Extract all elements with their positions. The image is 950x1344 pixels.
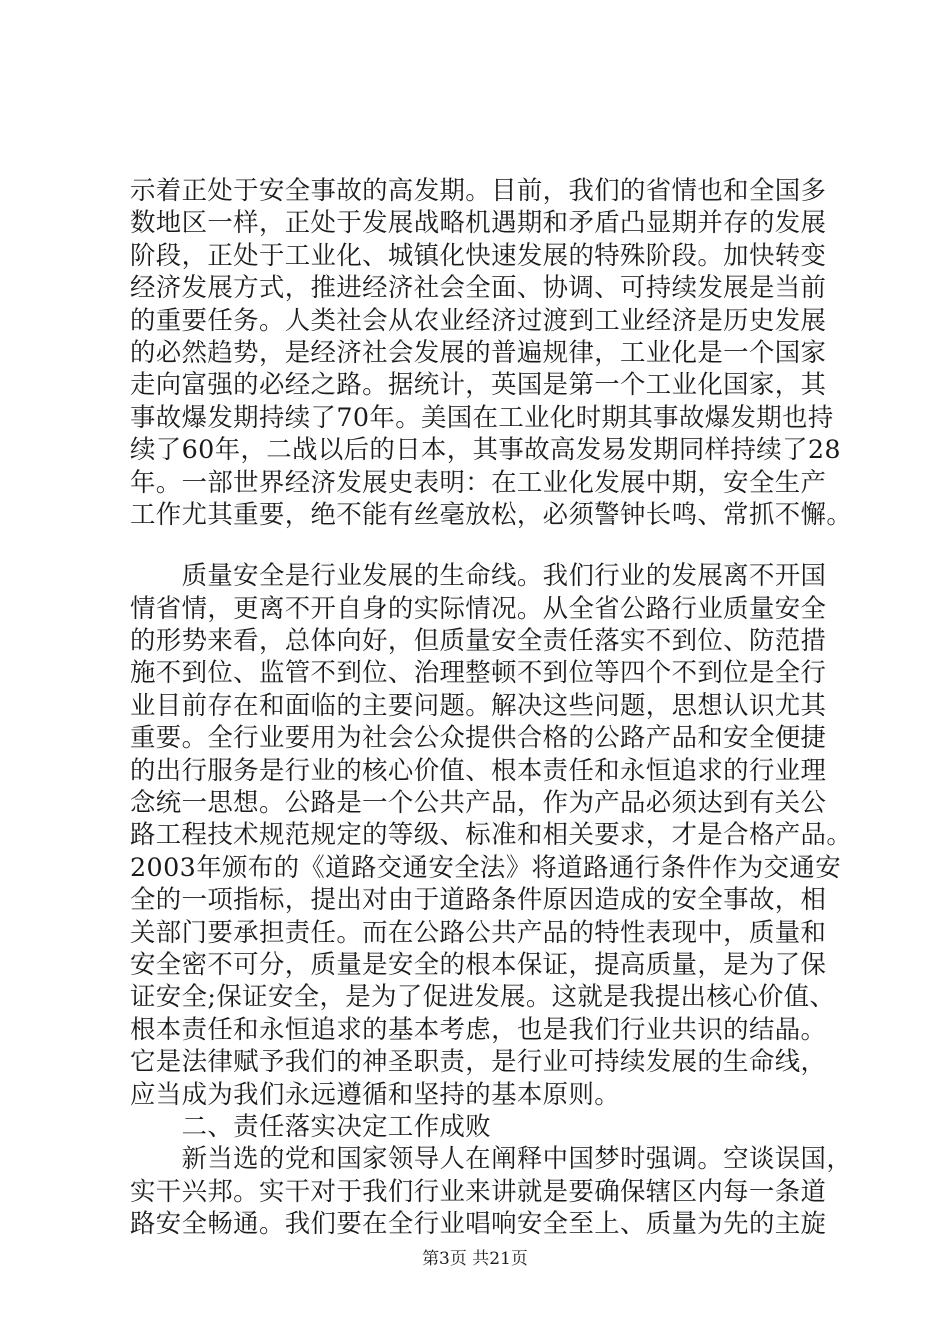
text-line: 证安全;保证安全，是为了促进发展。这就是我提出核心价值、 [130, 981, 836, 1012]
text-line: 质量安全是行业发展的生命线。我们行业的发展离不开国 [130, 560, 827, 591]
text-line: 年。一部世界经济发展史表明：在工业化发展中期，安全生产 [130, 466, 827, 497]
page-footer [0, 1244, 950, 1269]
text-line: 走向富强的必经之路。据统计，英国是第一个工业化国家，其 [130, 369, 827, 400]
page-number: 第3页 共21页 [422, 1249, 528, 1269]
text-line: 的重要任务。人类社会从农业经济过渡到工业经济是历史发展 [130, 304, 827, 335]
text-line: 工作尤其重要，绝不能有丝毫放松，必须警钟长鸣、常抓不懈。 [130, 498, 853, 529]
paragraph-spacer [130, 530, 830, 559]
text-line: 全的一项指标，提出对由于道路条件原因造成的安全事故，相 [130, 884, 827, 915]
text-line: 经济发展方式，推进经济社会全面、协调、可持续发展是当前 [130, 272, 827, 303]
heading-line: 二、责任落实决定工作成败 [130, 1110, 492, 1141]
text-line: 情省情，更离不开自身的实际情况。从全省公路行业质量安全 [130, 592, 827, 623]
text-line: 实干兴邦。实干对于我们行业来讲就是要确保辖区内每一条道 [130, 1175, 827, 1206]
text-line: 路工程技术规范规定的等级、标准和相关要求，才是合格产品。 [130, 819, 853, 850]
text-line: 新当选的党和国家领导人在阐释中国梦时强调。空谈误国， [130, 1143, 853, 1174]
text-line: 重要。全行业要用为社会公众提供合格的公路产品和安全便捷 [130, 722, 827, 753]
text-line: 事故爆发期持续了70年。美国在工业化时期其事故爆发期也持 [130, 401, 834, 432]
text-line: 念统一思想。公路是一个公共产品，作为产品必须达到有关公 [130, 787, 827, 818]
text-line: 安全密不可分，质量是安全的根本保证，提高质量，是为了保 [130, 948, 827, 979]
paragraph-3 [130, 1142, 853, 1239]
text-line: 阶段，正处于工业化、城镇化快速发展的特殊阶段。加快转变 [130, 239, 827, 270]
text-line: 续了60年，二战以后的日本，其事故高发易发期同样持续了28 [130, 434, 841, 465]
text-line: 的形势来看，总体向好，但质量安全责任落实不到位、防范措 [130, 625, 827, 656]
text-line: 数地区一样，正处于发展战略机遇期和矛盾凸显期并存的发展 [130, 207, 827, 238]
paragraph-2 [130, 559, 853, 1110]
text-line: 路安全畅通。我们要在全行业唱响安全至上、质量为先的主旋 [130, 1208, 827, 1239]
text-line: 业目前存在和面临的主要问题。解决这些问题，思想认识尤其 [130, 689, 827, 720]
paragraph-1 [130, 174, 853, 530]
text-line: 它是法律赋予我们的神圣职责，是行业可持续发展的生命线， [130, 1046, 827, 1077]
text-line: 2003年颁布的《道路交通安全法》将道路通行条件作为交通安 [130, 851, 841, 882]
text-line: 应当成为我们永远遵循和坚持的基本原则。 [130, 1078, 621, 1109]
text-line: 的出行服务是行业的核心价值、根本责任和永恒追求的行业理 [130, 754, 827, 785]
text-line: 示着正处于安全事故的高发期。目前，我们的省情也和全国多 [130, 175, 827, 205]
text-line: 施不到位、监管不到位、治理整顿不到位等四个不到位是全行 [130, 657, 827, 688]
text-line: 关部门要承担责任。而在公路公共产品的特性表现中，质量和 [130, 916, 827, 947]
text-line: 的必然趋势，是经济社会发展的普遍规律，工业化是一个国家 [130, 336, 827, 367]
text-line: 根本责任和永恒追求的基本考虑，也是我们行业共识的结晶。 [130, 1013, 827, 1044]
section-heading [130, 1110, 830, 1142]
document-body [130, 174, 853, 1240]
